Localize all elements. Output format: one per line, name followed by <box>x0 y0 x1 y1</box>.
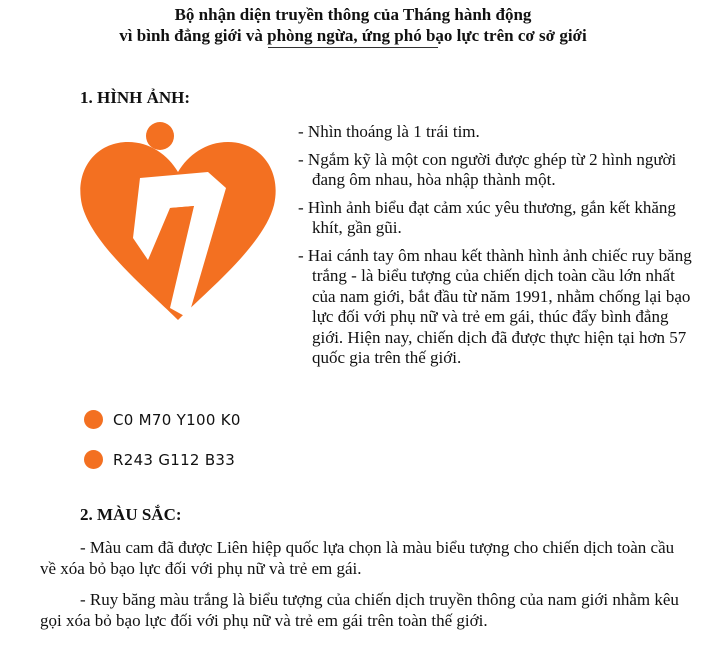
list-item: - Hai cánh tay ôm nhau kết thành hình ảnh chiếc ruy băng trắng - là biểu tượng của chiến dịch toàn cầu lớn nhất của nam giới, bắt đầu từ năm 1991, nhằm chống lại bạo lực đối với phụ nữ và trẻ em gái, thúc đẩy bình đẳng giới. Hiện nay, chiến dịch đã được thực hiện tại hơn 57 quốc gia trên thế giới. <box>298 245 692 367</box>
section-heading-image: 1. HÌNH ẢNH: <box>80 88 191 107</box>
swatch-color-dot <box>84 450 103 469</box>
list-item: - Nhìn thoáng là 1 trái tim. <box>298 122 480 141</box>
color-paragraph-white-ribbon: - Ruy băng màu trắng là biểu tượng của chiến dịch truyền thông của nam giới nhằm kêu gọi xóa bỏ bạo lực đối với phụ nữ và trẻ em gái trên toàn thế giới. <box>40 590 679 630</box>
swatch-cmyk-label: C0 M70 Y100 K0 <box>113 410 241 429</box>
image-description-list <box>298 122 693 376</box>
swatch-rgb <box>84 450 235 469</box>
swatch-cmyk <box>84 410 241 429</box>
color-paragraph-orange: - Màu cam đã được Liên hiệp quốc lựa chọn là màu biểu tượng cho chiến dịch toàn cầu về xóa bỏ bạo lực đối với phụ nữ và trẻ em gái. <box>40 538 675 578</box>
heart-ribbon-logo-icon <box>78 120 278 325</box>
title-underline <box>268 47 438 48</box>
document-title-line-1: Bộ nhận diện truyền thông của Tháng hành động <box>174 5 532 24</box>
document-title-line-2: vì bình đẳng giới và phòng ngừa, ứng phó bạo lực trên cơ sở giới <box>119 26 587 45</box>
swatch-rgb-label: R243 G112 B33 <box>113 450 236 469</box>
swatch-color-dot <box>84 410 103 429</box>
section-heading-color: 2. MÀU SẮC: <box>80 505 182 524</box>
list-item: - Hình ảnh biểu đạt cảm xúc yêu thương, gắn kết khăng khít, gần gũi. <box>298 197 676 237</box>
list-item: - Ngắm kỹ là một con người được ghép từ 2 hình người đang ôm nhau, hòa nhập thành một. <box>298 149 677 189</box>
